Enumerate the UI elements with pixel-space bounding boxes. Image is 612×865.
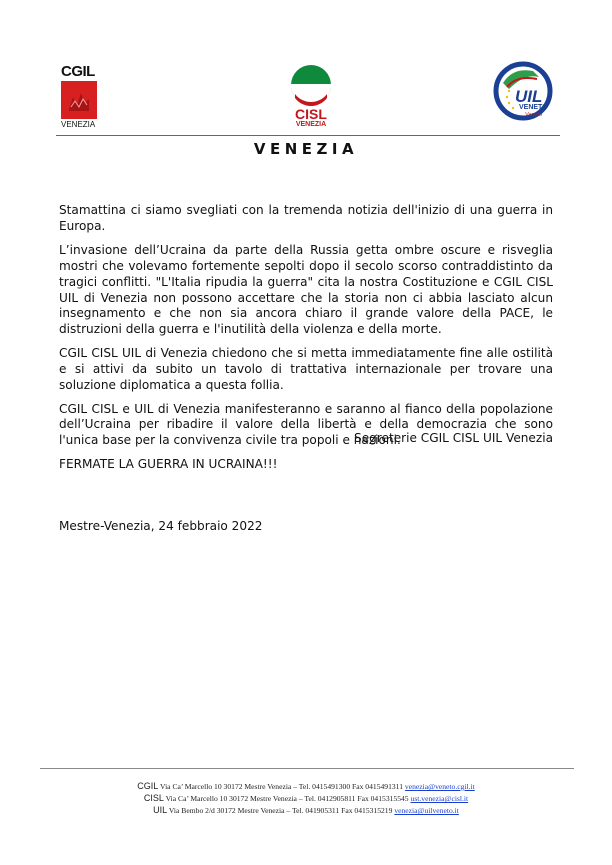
footer-address: Via Ca’ Marcello 10 30172 Mestre Venezia – Tel. 0415491300 Fax 0415491311 [160,782,403,791]
footer-line-cisl [0,793,612,805]
cisl-logo [282,64,340,144]
paragraph: CGIL CISL UIL di Venezia chiedono che si metta immediatamente fine alle ostilità e si attivi da subito un tavolo di trattativa internazionale per trovare una soluzione diplomatica a questa follia. [59,346,553,392]
footer-address: Via Bembo 2/d 30172 Mestre Venezia – Tel. 041905311 Fax 0415315219 [168,806,393,815]
uil-logo-name: UIL [515,87,543,106]
cgil-logo-name: CGIL [61,63,95,80]
paragraph: Stamattina ci siamo svegliati con la tremenda notizia dell'inizio di una guerra in Europa. [59,203,553,233]
header-city: VENEZIA [253,140,359,158]
footer-org: UIL [153,805,168,815]
footer-org: CGIL [137,781,159,791]
footer-email-link[interactable]: venezia@veneto.cgil.it [404,782,475,791]
cisl-logo-name: CISL [295,106,327,122]
signature: Segreterie CGIL CISL UIL Venezia [354,431,553,445]
footer-address: Via Ca’ Marcello 10 30172 Mestre Venezia – Tel. 0412905811 Fax 0415315545 [165,794,409,803]
paragraph: L’invasione dell’Ucraina da parte della Russia getta ombre oscure e risveglia mostri che volevamo fortemente sepolti dopo il secolo scorso contraddistinto da tragici conflitti. "L'Italia ripudia la guerra" cita la nostra Costituzione e CGIL CISL UIL di Venezia non possono accettare che la storia non ci abbia lasciato alcun insegnamento e che non sia ancora chiaro il grande valore della PACE, le distruzioni della guerra e l'inutilità della violenza e della morte. [59,243,553,336]
paragraph: FERMATE LA GUERRA IN UCRAINA!!! [59,457,278,472]
uil-logo [493,61,553,121]
footer-line-uil [0,805,612,817]
uil-logo-region-small: Veneto [525,112,543,118]
header-divider [56,135,560,136]
paragraph: CGIL CISL e UIL di Venezia manifesteranno e saranno al fianco della popolazione dell’Ucraina per ribadire il valore della libertà e della democrazia che sono l'unica base per la convivenza civile tra popoli e nazioni. [59,401,553,448]
date-line: Mestre-Venezia, 24 febbraio 2022 [59,519,263,533]
cgil-logo-emblem [61,81,97,119]
cisl-logo-city: VENEZIA [295,121,327,128]
cgil-logo [61,64,103,132]
cgil-logo-city: VENEZIA [61,120,96,129]
footer-divider [40,768,574,769]
footer-line-cgil [0,781,612,793]
footer-email-link[interactable]: ust.venezia@cisl.it [410,794,469,803]
footer-email-link[interactable]: venezia@uilveneto.it [394,806,459,815]
uil-logo-region: VENETO [519,104,548,111]
cisl-emblem-icon [289,64,333,106]
footer-org: CISL [143,793,164,803]
